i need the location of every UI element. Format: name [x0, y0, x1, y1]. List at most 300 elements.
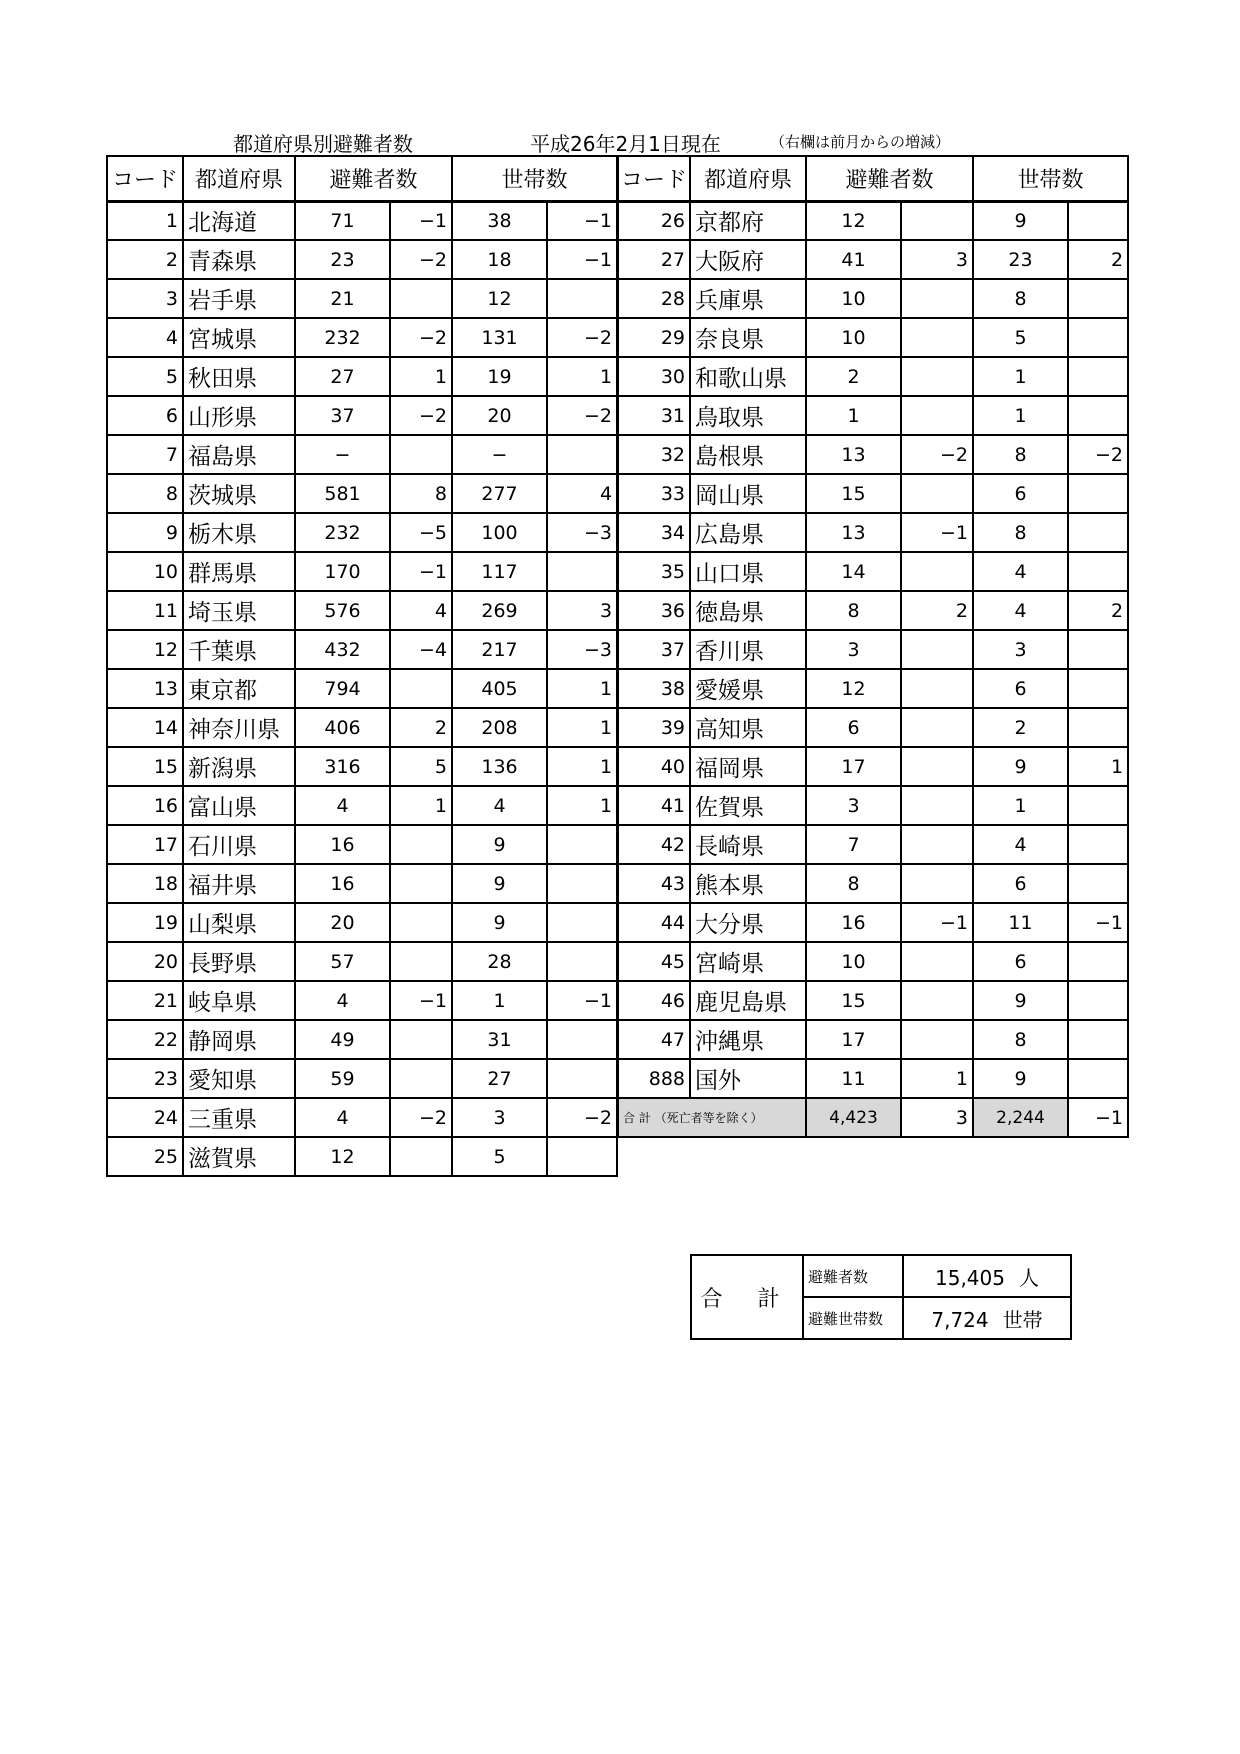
header-households: 世帯数: [452, 156, 617, 201]
row-prefecture-name: 山梨県: [183, 903, 295, 942]
as-of-date: 平成26年2月1日現在: [530, 132, 721, 156]
row-households: 2: [973, 708, 1068, 747]
row-households-delta: −2: [547, 396, 617, 435]
row-code: 27: [618, 240, 690, 279]
row-households: 1: [452, 981, 547, 1020]
row-code: 18: [107, 864, 183, 903]
row-evacuees-delta: 4: [390, 591, 452, 630]
row-households: 9: [452, 825, 547, 864]
row-prefecture-name: 茨城県: [183, 474, 295, 513]
row-code: 33: [618, 474, 690, 513]
row-evacuees: 8: [806, 591, 901, 630]
row-evacuees-delta: −1: [901, 513, 973, 552]
row-households: 8: [973, 435, 1068, 474]
row-code: 30: [618, 357, 690, 396]
row-prefecture-name: 宮崎県: [690, 942, 806, 981]
row-evacuees-delta: [901, 708, 973, 747]
subtotal-row: [618, 1098, 1128, 1137]
row-households: 4: [973, 552, 1068, 591]
row-evacuees-delta: [390, 1137, 452, 1176]
row-evacuees-delta: 5: [390, 747, 452, 786]
row-households: 9: [452, 903, 547, 942]
table-row: [107, 474, 617, 513]
table-row: [107, 240, 617, 279]
header-code: コード: [618, 156, 690, 201]
row-evacuees: 170: [295, 552, 390, 591]
row-prefecture-name: 神奈川県: [183, 708, 295, 747]
row-households-delta: [1068, 357, 1128, 396]
row-code: 37: [618, 630, 690, 669]
row-prefecture-name: 福井県: [183, 864, 295, 903]
row-prefecture-name: 新潟県: [183, 747, 295, 786]
row-households: −: [452, 435, 547, 474]
row-evacuees-delta: 2: [901, 591, 973, 630]
document-header: [0, 128, 1240, 154]
table-row: [618, 279, 1128, 318]
row-evacuees-delta: 2: [390, 708, 452, 747]
row-households: 208: [452, 708, 547, 747]
row-code: 46: [618, 981, 690, 1020]
row-prefecture-name: 福岡県: [690, 747, 806, 786]
row-evacuees: 41: [806, 240, 901, 279]
row-evacuees-delta: 1: [901, 1059, 973, 1098]
row-evacuees-delta: 1: [390, 357, 452, 396]
row-prefecture-name: 兵庫県: [690, 279, 806, 318]
table-row: [618, 357, 1128, 396]
row-prefecture-name: 岡山県: [690, 474, 806, 513]
row-evacuees: 2: [806, 357, 901, 396]
document-title: 都道府県別避難者数: [233, 132, 413, 156]
row-households-delta: −3: [547, 513, 617, 552]
table-row: [107, 318, 617, 357]
table-row: [618, 474, 1128, 513]
table-row: [618, 747, 1128, 786]
row-evacuees-delta: −2: [901, 435, 973, 474]
row-households-delta: [547, 279, 617, 318]
row-households: 4: [973, 591, 1068, 630]
row-households: 3: [452, 1098, 547, 1137]
row-prefecture-name: 栃木県: [183, 513, 295, 552]
row-households-delta: [547, 1020, 617, 1059]
grand-total-households-label: 避難世帯数: [803, 1297, 903, 1339]
row-code: 41: [618, 786, 690, 825]
row-evacuees: 17: [806, 747, 901, 786]
row-evacuees-delta: −1: [390, 552, 452, 591]
row-households: 8: [973, 279, 1068, 318]
row-households: 1: [973, 786, 1068, 825]
row-evacuees-delta: [901, 201, 973, 240]
row-prefecture-name: 群馬県: [183, 552, 295, 591]
row-households-delta: [1068, 513, 1128, 552]
row-code: 39: [618, 708, 690, 747]
table-row: [618, 201, 1128, 240]
row-evacuees-delta: −2: [390, 1098, 452, 1137]
row-households: 6: [973, 864, 1068, 903]
grand-total-evacuees-row: [691, 1255, 1071, 1297]
row-evacuees: 4: [295, 1098, 390, 1137]
row-code: 14: [107, 708, 183, 747]
row-households: 6: [973, 669, 1068, 708]
row-households: 6: [973, 474, 1068, 513]
row-code: 25: [107, 1137, 183, 1176]
row-evacuees-delta: [901, 864, 973, 903]
row-households-delta: 1: [547, 357, 617, 396]
table-row: [107, 864, 617, 903]
table-row: [107, 942, 617, 981]
row-households: 9: [973, 747, 1068, 786]
table-row: [618, 786, 1128, 825]
table-header-row: [107, 156, 617, 201]
row-evacuees: −: [295, 435, 390, 474]
row-evacuees-delta: [390, 1059, 452, 1098]
row-households-delta: 1: [1068, 747, 1128, 786]
table-row: [618, 903, 1128, 942]
row-households-delta: [1068, 942, 1128, 981]
row-prefecture-name: 香川県: [690, 630, 806, 669]
table-row: [618, 1020, 1128, 1059]
row-evacuees-delta: −5: [390, 513, 452, 552]
row-evacuees: 4: [295, 786, 390, 825]
row-code: 38: [618, 669, 690, 708]
row-prefecture-name: 三重県: [183, 1098, 295, 1137]
subtotal-households: 2,244: [973, 1098, 1068, 1137]
row-code: 22: [107, 1020, 183, 1059]
row-evacuees: 13: [806, 435, 901, 474]
row-households: 19: [452, 357, 547, 396]
row-prefecture-name: 国外: [690, 1059, 806, 1098]
table-row: [618, 396, 1128, 435]
row-code: 32: [618, 435, 690, 474]
table-row: [618, 435, 1128, 474]
row-prefecture-name: 滋賀県: [183, 1137, 295, 1176]
row-evacuees: 7: [806, 825, 901, 864]
row-evacuees-delta: −2: [390, 318, 452, 357]
row-evacuees-delta: [901, 318, 973, 357]
row-prefecture-name: 沖縄県: [690, 1020, 806, 1059]
row-code: 20: [107, 942, 183, 981]
row-evacuees-delta: [901, 474, 973, 513]
row-households-delta: 2: [1068, 240, 1128, 279]
row-evacuees-delta: [901, 1020, 973, 1059]
row-code: 35: [618, 552, 690, 591]
row-households-delta: [547, 864, 617, 903]
row-households-delta: −2: [547, 1098, 617, 1137]
row-evacuees-delta: [390, 1020, 452, 1059]
row-evacuees: 71: [295, 201, 390, 240]
row-households-delta: −1: [1068, 903, 1128, 942]
table-row: [107, 591, 617, 630]
table-row: [107, 747, 617, 786]
row-evacuees-delta: [901, 669, 973, 708]
row-households-delta: [1068, 630, 1128, 669]
row-code: 17: [107, 825, 183, 864]
row-evacuees: 16: [295, 825, 390, 864]
row-code: 31: [618, 396, 690, 435]
row-households-delta: −3: [547, 630, 617, 669]
table-row: [107, 279, 617, 318]
row-prefecture-name: 岩手県: [183, 279, 295, 318]
row-code: 28: [618, 279, 690, 318]
row-evacuees-delta: −1: [390, 981, 452, 1020]
row-households: 217: [452, 630, 547, 669]
table-row: [107, 1059, 617, 1098]
row-households: 1: [973, 396, 1068, 435]
row-households: 277: [452, 474, 547, 513]
row-code: 1: [107, 201, 183, 240]
row-prefecture-name: 高知県: [690, 708, 806, 747]
header-evacuees: 避難者数: [295, 156, 452, 201]
row-evacuees-delta: [390, 942, 452, 981]
row-prefecture-name: 佐賀県: [690, 786, 806, 825]
row-code: 43: [618, 864, 690, 903]
row-evacuees: 1: [806, 396, 901, 435]
row-code: 6: [107, 396, 183, 435]
table-row: [107, 1020, 617, 1059]
header-note: （右欄は前月からの増減）: [770, 133, 951, 151]
table-row: [618, 825, 1128, 864]
row-code: 7: [107, 435, 183, 474]
row-households-delta: [1068, 318, 1128, 357]
row-evacuees-delta: 8: [390, 474, 452, 513]
row-evacuees: 12: [295, 1137, 390, 1176]
row-evacuees-delta: [901, 396, 973, 435]
row-evacuees-delta: −2: [390, 396, 452, 435]
row-prefecture-name: 大阪府: [690, 240, 806, 279]
row-households-delta: [1068, 552, 1128, 591]
row-evacuees: 15: [806, 981, 901, 1020]
row-prefecture-name: 埼玉県: [183, 591, 295, 630]
row-evacuees: 576: [295, 591, 390, 630]
row-households: 8: [973, 1020, 1068, 1059]
row-evacuees: 10: [806, 942, 901, 981]
row-prefecture-name: 大分県: [690, 903, 806, 942]
row-households: 31: [452, 1020, 547, 1059]
row-households-delta: 1: [547, 786, 617, 825]
row-code: 2: [107, 240, 183, 279]
table-row: [107, 1098, 617, 1137]
row-prefecture-name: 鹿児島県: [690, 981, 806, 1020]
row-evacuees-delta: [901, 630, 973, 669]
row-prefecture-name: 愛知県: [183, 1059, 295, 1098]
table-row: [618, 942, 1128, 981]
row-evacuees-delta: −2: [390, 240, 452, 279]
row-households: 23: [973, 240, 1068, 279]
table-row: [618, 864, 1128, 903]
row-evacuees-delta: [901, 786, 973, 825]
row-code: 21: [107, 981, 183, 1020]
row-evacuees: 57: [295, 942, 390, 981]
row-households-delta: 1: [547, 708, 617, 747]
row-evacuees: 11: [806, 1059, 901, 1098]
row-prefecture-name: 長野県: [183, 942, 295, 981]
row-code: 29: [618, 318, 690, 357]
table-row: [618, 981, 1128, 1020]
grand-total-households-unit: 世帯: [1002, 1307, 1043, 1332]
row-prefecture-name: 熊本県: [690, 864, 806, 903]
table-row: [618, 630, 1128, 669]
row-evacuees: 27: [295, 357, 390, 396]
row-evacuees-delta: [901, 825, 973, 864]
row-evacuees: 37: [295, 396, 390, 435]
row-prefecture-name: 石川県: [183, 825, 295, 864]
row-code: 16: [107, 786, 183, 825]
row-code: 8: [107, 474, 183, 513]
row-evacuees-delta: −1: [390, 201, 452, 240]
row-prefecture-name: 岐阜県: [183, 981, 295, 1020]
row-households-delta: 4: [547, 474, 617, 513]
row-prefecture-name: 青森県: [183, 240, 295, 279]
row-evacuees-delta: [901, 942, 973, 981]
row-evacuees: 15: [806, 474, 901, 513]
row-evacuees: 6: [806, 708, 901, 747]
row-prefecture-name: 広島県: [690, 513, 806, 552]
row-code: 5: [107, 357, 183, 396]
row-households-delta: [547, 552, 617, 591]
subtotal-households-delta: −1: [1068, 1098, 1128, 1137]
row-evacuees-delta: [390, 903, 452, 942]
subtotal-label: 合 計 （死亡者等を除く）: [618, 1098, 806, 1137]
row-prefecture-name: 山形県: [183, 396, 295, 435]
row-households-delta: [1068, 201, 1128, 240]
table-row: [107, 201, 617, 240]
row-code: 13: [107, 669, 183, 708]
row-evacuees-delta: 3: [901, 240, 973, 279]
row-code: 42: [618, 825, 690, 864]
row-households: 5: [973, 318, 1068, 357]
row-households-delta: [547, 825, 617, 864]
row-evacuees: 316: [295, 747, 390, 786]
subtotal-evacuees-delta: 3: [901, 1098, 973, 1137]
row-code: 10: [107, 552, 183, 591]
row-code: 888: [618, 1059, 690, 1098]
table-row: [107, 669, 617, 708]
table-row: [107, 981, 617, 1020]
left-prefecture-table: [106, 155, 618, 1177]
table-row: [618, 708, 1128, 747]
row-households-delta: [1068, 396, 1128, 435]
row-evacuees: 8: [806, 864, 901, 903]
row-evacuees-delta: [390, 864, 452, 903]
row-households-delta: 3: [547, 591, 617, 630]
row-evacuees: 17: [806, 1020, 901, 1059]
table-row: [618, 240, 1128, 279]
row-households: 3: [973, 630, 1068, 669]
row-households: 136: [452, 747, 547, 786]
row-households-delta: [1068, 825, 1128, 864]
row-evacuees: 794: [295, 669, 390, 708]
row-code: 23: [107, 1059, 183, 1098]
table-row: [107, 825, 617, 864]
row-code: 9: [107, 513, 183, 552]
row-evacuees: 432: [295, 630, 390, 669]
row-households-delta: [547, 942, 617, 981]
row-households-delta: [547, 435, 617, 474]
row-prefecture-name: 長崎県: [690, 825, 806, 864]
row-households: 11: [973, 903, 1068, 942]
table-row: [107, 708, 617, 747]
row-households: 5: [452, 1137, 547, 1176]
row-prefecture-name: 宮城県: [183, 318, 295, 357]
table-row: [618, 669, 1128, 708]
header-evacuees: 避難者数: [806, 156, 973, 201]
row-households-delta: −1: [547, 240, 617, 279]
header-households: 世帯数: [973, 156, 1128, 201]
row-code: 47: [618, 1020, 690, 1059]
row-code: 26: [618, 201, 690, 240]
row-evacuees: 21: [295, 279, 390, 318]
row-prefecture-name: 山口県: [690, 552, 806, 591]
row-prefecture-name: 静岡県: [183, 1020, 295, 1059]
header-code: コード: [107, 156, 183, 201]
row-households-delta: [1068, 1059, 1128, 1098]
header-prefecture: 都道府県: [183, 156, 295, 201]
row-households-delta: −1: [547, 981, 617, 1020]
row-code: 12: [107, 630, 183, 669]
row-households: 100: [452, 513, 547, 552]
row-households-delta: [547, 903, 617, 942]
row-prefecture-name: 千葉県: [183, 630, 295, 669]
row-evacuees: 4: [295, 981, 390, 1020]
row-evacuees-delta: −1: [901, 903, 973, 942]
table-row: [618, 318, 1128, 357]
row-prefecture-name: 鳥取県: [690, 396, 806, 435]
row-households-delta: −1: [547, 201, 617, 240]
row-evacuees: 232: [295, 318, 390, 357]
row-evacuees: 49: [295, 1020, 390, 1059]
table-row: [107, 513, 617, 552]
row-households: 405: [452, 669, 547, 708]
row-households: 4: [452, 786, 547, 825]
row-evacuees: 3: [806, 630, 901, 669]
row-households: 27: [452, 1059, 547, 1098]
row-evacuees: 12: [806, 201, 901, 240]
row-households-delta: [1068, 864, 1128, 903]
table-row: [107, 903, 617, 942]
row-evacuees: 10: [806, 318, 901, 357]
row-households-delta: 1: [547, 669, 617, 708]
row-prefecture-name: 愛媛県: [690, 669, 806, 708]
header-prefecture: 都道府県: [690, 156, 806, 201]
row-households-delta: [1068, 474, 1128, 513]
row-prefecture-name: 北海道: [183, 201, 295, 240]
row-evacuees: 3: [806, 786, 901, 825]
row-households-delta: [1068, 708, 1128, 747]
grand-total-evacuees-cell: [903, 1255, 1071, 1297]
table-row: [618, 1059, 1128, 1098]
row-households-delta: −2: [1068, 435, 1128, 474]
grand-total-evacuees-label: 避難者数: [803, 1255, 903, 1297]
row-evacuees: 14: [806, 552, 901, 591]
row-evacuees-delta: [901, 552, 973, 591]
row-code: 44: [618, 903, 690, 942]
row-evacuees: 12: [806, 669, 901, 708]
row-prefecture-name: 秋田県: [183, 357, 295, 396]
row-households-delta: [1068, 669, 1128, 708]
row-households-delta: [1068, 279, 1128, 318]
row-evacuees: 59: [295, 1059, 390, 1098]
row-evacuees: 16: [806, 903, 901, 942]
row-evacuees: 16: [295, 864, 390, 903]
row-code: 34: [618, 513, 690, 552]
row-households-delta: [547, 1137, 617, 1176]
row-prefecture-name: 徳島県: [690, 591, 806, 630]
right-prefecture-table: [617, 155, 1129, 1138]
row-households: 117: [452, 552, 547, 591]
row-prefecture-name: 島根県: [690, 435, 806, 474]
row-evacuees: 13: [806, 513, 901, 552]
grand-total-label: 合 計: [691, 1255, 803, 1339]
row-code: 36: [618, 591, 690, 630]
